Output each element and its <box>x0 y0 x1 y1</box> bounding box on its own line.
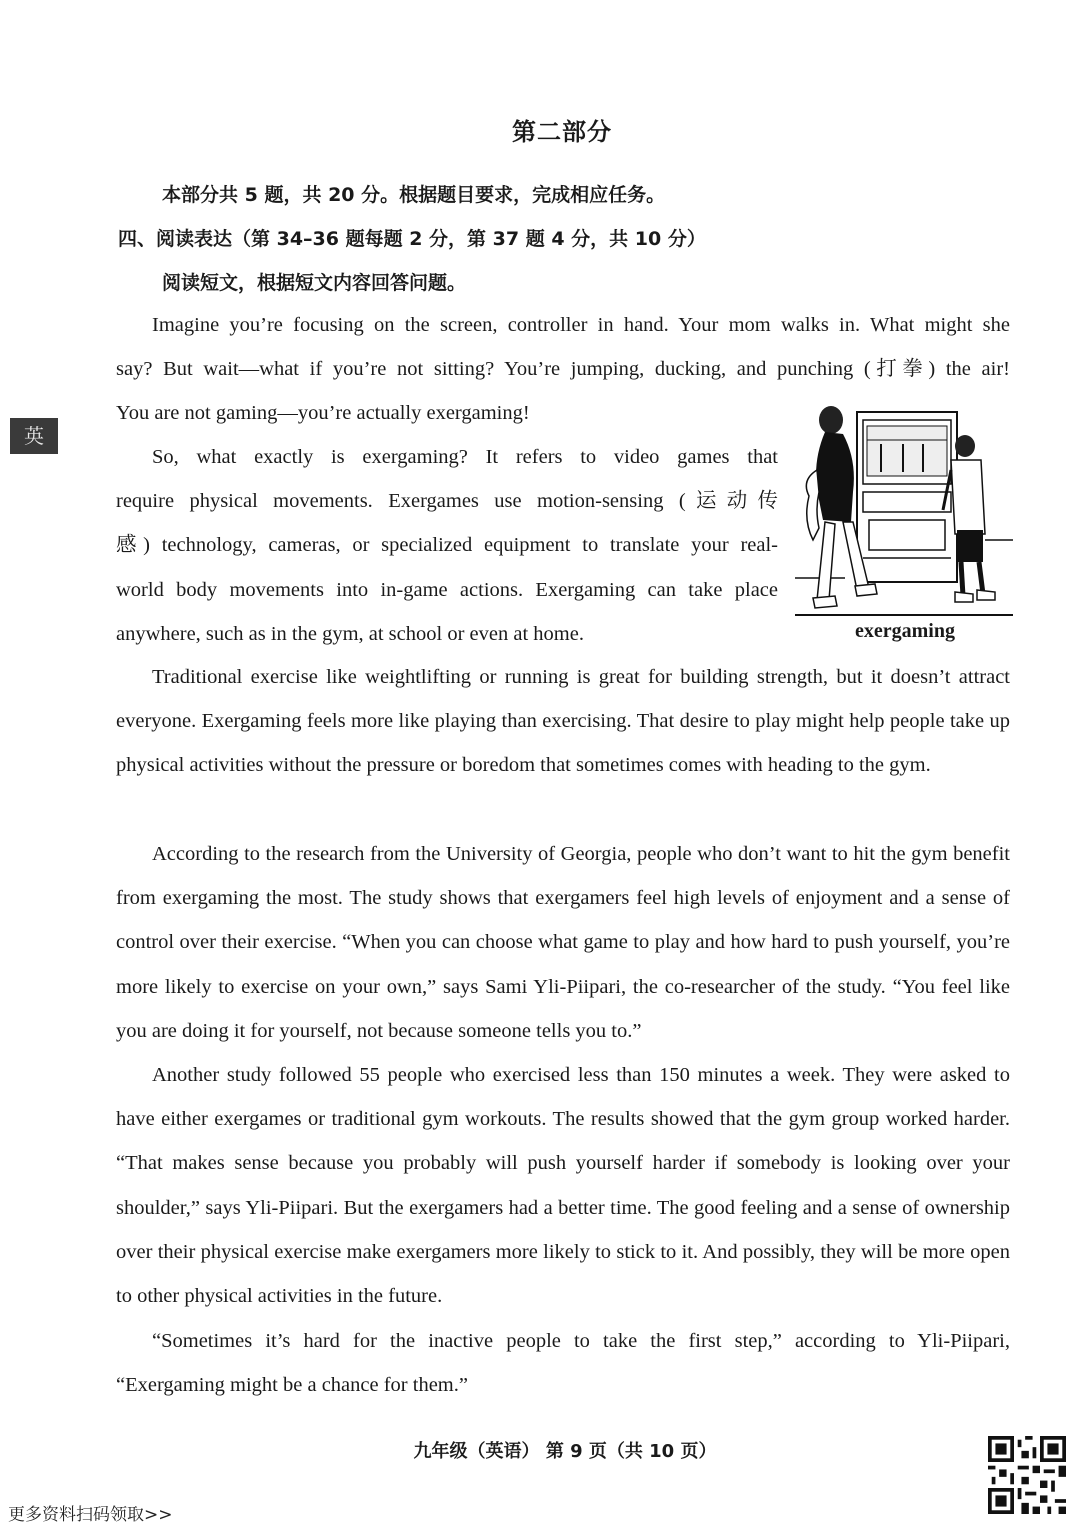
section-heading: 四、阅读表达（第 34–36 题每题 2 分，第 37 题 4 分，共 10 分） <box>118 228 706 250</box>
subject-tab: 英 <box>10 418 58 454</box>
p1-line-2: say? But wait—what if you’re not sitting? You’re jumping, ducking, and punching (打拳) the air! <box>116 358 1010 381</box>
section-title: 第二部分 <box>512 120 612 146</box>
p1-line-1: Imagine you’re focusing on the screen, controller in hand. Your mom walks in. What might she <box>152 314 1010 336</box>
promo-link[interactable]: 更多资料扫码领取>> <box>8 1505 173 1525</box>
paragraph-6 <box>116 1319 1010 1407</box>
p2-line-3: 感) technology, cameras, or specialized equipment to translate your real- <box>116 534 778 557</box>
paragraph-5 <box>116 1053 1010 1318</box>
p2-line-4: world body movements into in-game actions. Exergaming can take place <box>116 578 778 601</box>
paragraph-3 <box>116 655 1010 788</box>
p3-text: Traditional exercise like weightlifting or running is great for building strength, but it doesn’t attract everyone. Exergaming feels more like playing than exercising. That desire to play might help people take up physical activities without the pressure or boredom that sometimes comes with heading to the gym. <box>116 666 1010 777</box>
p5-text: Another study followed 55 people who exercised less than 150 minutes a week. They were asked to have either exergames or traditional gym workouts. The results showed that the gym group worked harder. “That makes sense because you probably will push yourself harder if somebody is looking over your shoulder,” says Yli-Piipari. But the exergamers had a better time. The good feeling and a sense of ownership over their physical exercise make exergamers more likely to stick to it. And possibly, they will be more open to other physical activities in the future. <box>116 1064 1010 1308</box>
part-intro: 本部分共 5 题，共 20 分。根据题目要求，完成相应任务。 <box>162 184 666 206</box>
qr-code-icon[interactable] <box>988 1436 1066 1514</box>
paragraph-2 <box>116 435 778 656</box>
page-footer: 九年级（英语） 第 9 页（共 10 页） <box>413 1441 717 1462</box>
p1-line-3: You are not gaming—you’re actually exergaming! <box>116 402 530 425</box>
reading-instruction: 阅读短文，根据短文内容回答问题。 <box>162 272 467 294</box>
p2-line-2: require physical movements. Exergames use motion-sensing (运动传 <box>116 490 778 513</box>
figure-caption: exergaming <box>855 620 955 642</box>
p2-line-1: So, what exactly is exergaming? It refers to video games that <box>152 446 778 468</box>
paragraph-4 <box>116 832 1010 1053</box>
exergaming-illustration <box>795 400 1015 618</box>
p4-text: According to the research from the University of Georgia, people who don’t want to hit the gym benefit from exergaming the most. The study shows that exergamers feel high levels of enjoyment and a sense of control over their exercise. “When you can choose what game to play and how hard to push yourself, you’re more likely to exercise on your own,” says Sami Yli-Piipari, the co-researcher of the study. “You feel like you are doing it for yourself, not because someone tells you to.” <box>116 843 1010 1042</box>
p6-text: “Sometimes it’s hard for the inactive people to take the first step,” according to Yli-Piipari, “Exergaming might be a chance for them.” <box>116 1330 1010 1397</box>
p2-line-5: anywhere, such as in the gym, at school or even at home. <box>116 622 584 645</box>
